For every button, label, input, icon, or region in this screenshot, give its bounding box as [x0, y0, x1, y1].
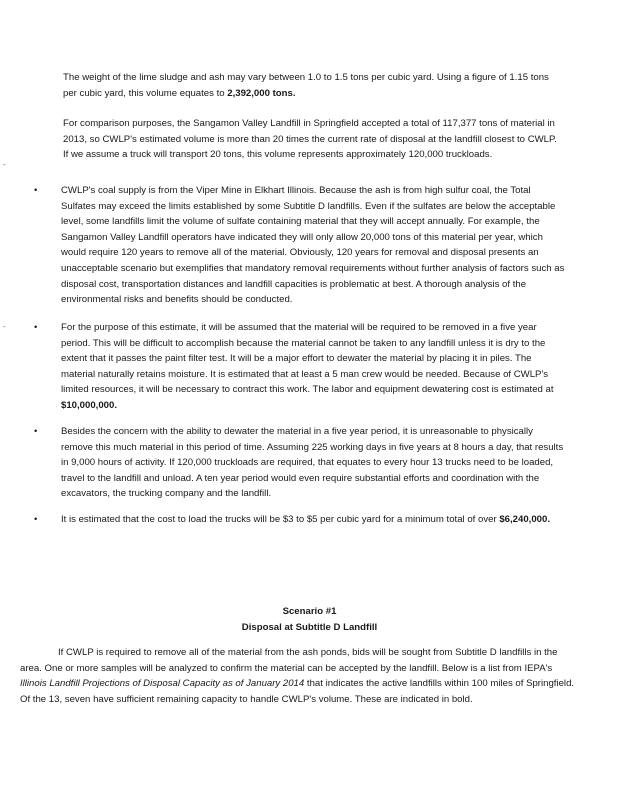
margin-mark: - — [3, 322, 6, 331]
bullet-icon: • — [34, 185, 38, 196]
bullet-text: CWLP's coal supply is from the Viper Mine in Elkhart Illinois. Because the ash is from high sulfur coal, the Total Sulfates may exceed the limits established by some Subtitle D landfills. Even if the sulfates are below the acceptable level, some landfills limit the volume of sulfate containing material that they will accept annually. For example, the Sangamon Valley Landfill operators have indicated they will only allow 20,000 tons of this material per year, which would require 120 years to remove all of the material. Obviously, 120 years for removal and disposal presents an unacceptable scenario but exemplifies that mandatory removal requirements without further analysis of factors such as disposal cost, transportation distances and landfill capacities is problematic at best. A thorough analysis of the environmental risks and benefits should be conducted. — [61, 185, 565, 306]
scenario-subtitle: Disposal at Subtitle D Landfill — [241, 622, 378, 633]
bullet-text-body: For the purpose of this estimate, it will be assumed that the material will be required to be removed in a five year period. This will be difficult to accomplish because the material cannot be taken to any landfill unless it is dry to the extent that it passes the paint filter test. It will be a major effort to dewater the material by placing it in piles. The material naturally retains moisture. It is estimated that at least a 5 man crew would be needed. Because of CWLP's limited resources, it will be necessary to contract this work. The labor and equipment dewatering cost is estimated at — [61, 322, 554, 396]
dewatering-cost: $10,000,000. — [61, 399, 118, 411]
bullet-text — [61, 320, 566, 414]
bullet-text — [61, 512, 566, 528]
bullet-text: Besides the concern with the ability to dewater the material in a five year period, it is unreasonable to physically remove this much material in this period of time. Assuming 225 working days in five years at 8 hours a day, that results in 9,000 hours of activity. If 120,000 truckloads are required, that equates to every hour 13 trucks need to be loaded, travel to the landfill and unload. A ten year period would even require substantial efforts and coordination with the excavators, the trucking company and the landfill. — [61, 426, 564, 500]
bullet-icon: • — [34, 322, 38, 333]
bullet-text-body: It is estimated that the cost to load the trucks will be $3 to $5 per cubic yard for a minimum total of over — [61, 514, 500, 525]
paragraph-text: If CWLP is required to remove all of the material from the ash ponds, bids will be sought from Subtitle D landfills in the area. One or more samples will be analyzed to confirm the material can be accepted by the landfill. Below is a list from IEPA's — [20, 647, 558, 674]
paragraph-text: that indicates the active landfills within 100 miles of Springfield. Of the 13, seven have sufficient remaining capacity to handle CWLP's volume. These are indicated in bold. — [20, 678, 575, 705]
bullet-icon: • — [34, 514, 38, 525]
paragraph-weight — [63, 70, 563, 101]
report-title: Illinois Landfill Projections of Disposal Capacity as of January 2014 — [20, 678, 305, 690]
bullet-icon: • — [34, 426, 38, 437]
tonnage-total: 2,392,000 tons. — [227, 87, 296, 99]
margin-mark: - — [3, 160, 6, 169]
paragraph-text: The weight of the lime sludge and ash may vary between 1.0 to 1.5 tons per cubic yard. Using a figure of 1.15 tons per cubic yard, this volume equates to — [63, 72, 549, 99]
loading-cost: $6,240,000. — [499, 514, 551, 525]
paragraph-comparison: For comparison purposes, the Sangamon Valley Landfill in Springfield accepted a total of 117,377 tons of material in 2013, so CWLP's estimated volume is more than 20 times the current rate of disposal at the landfill closest to CWLP. If we assume a truck will transport 20 tons, this volume represents approximately 120,000 truckloads. — [63, 118, 557, 161]
paragraph-landfill-bids — [20, 645, 580, 707]
scenario-title: Scenario #1 — [282, 606, 337, 617]
